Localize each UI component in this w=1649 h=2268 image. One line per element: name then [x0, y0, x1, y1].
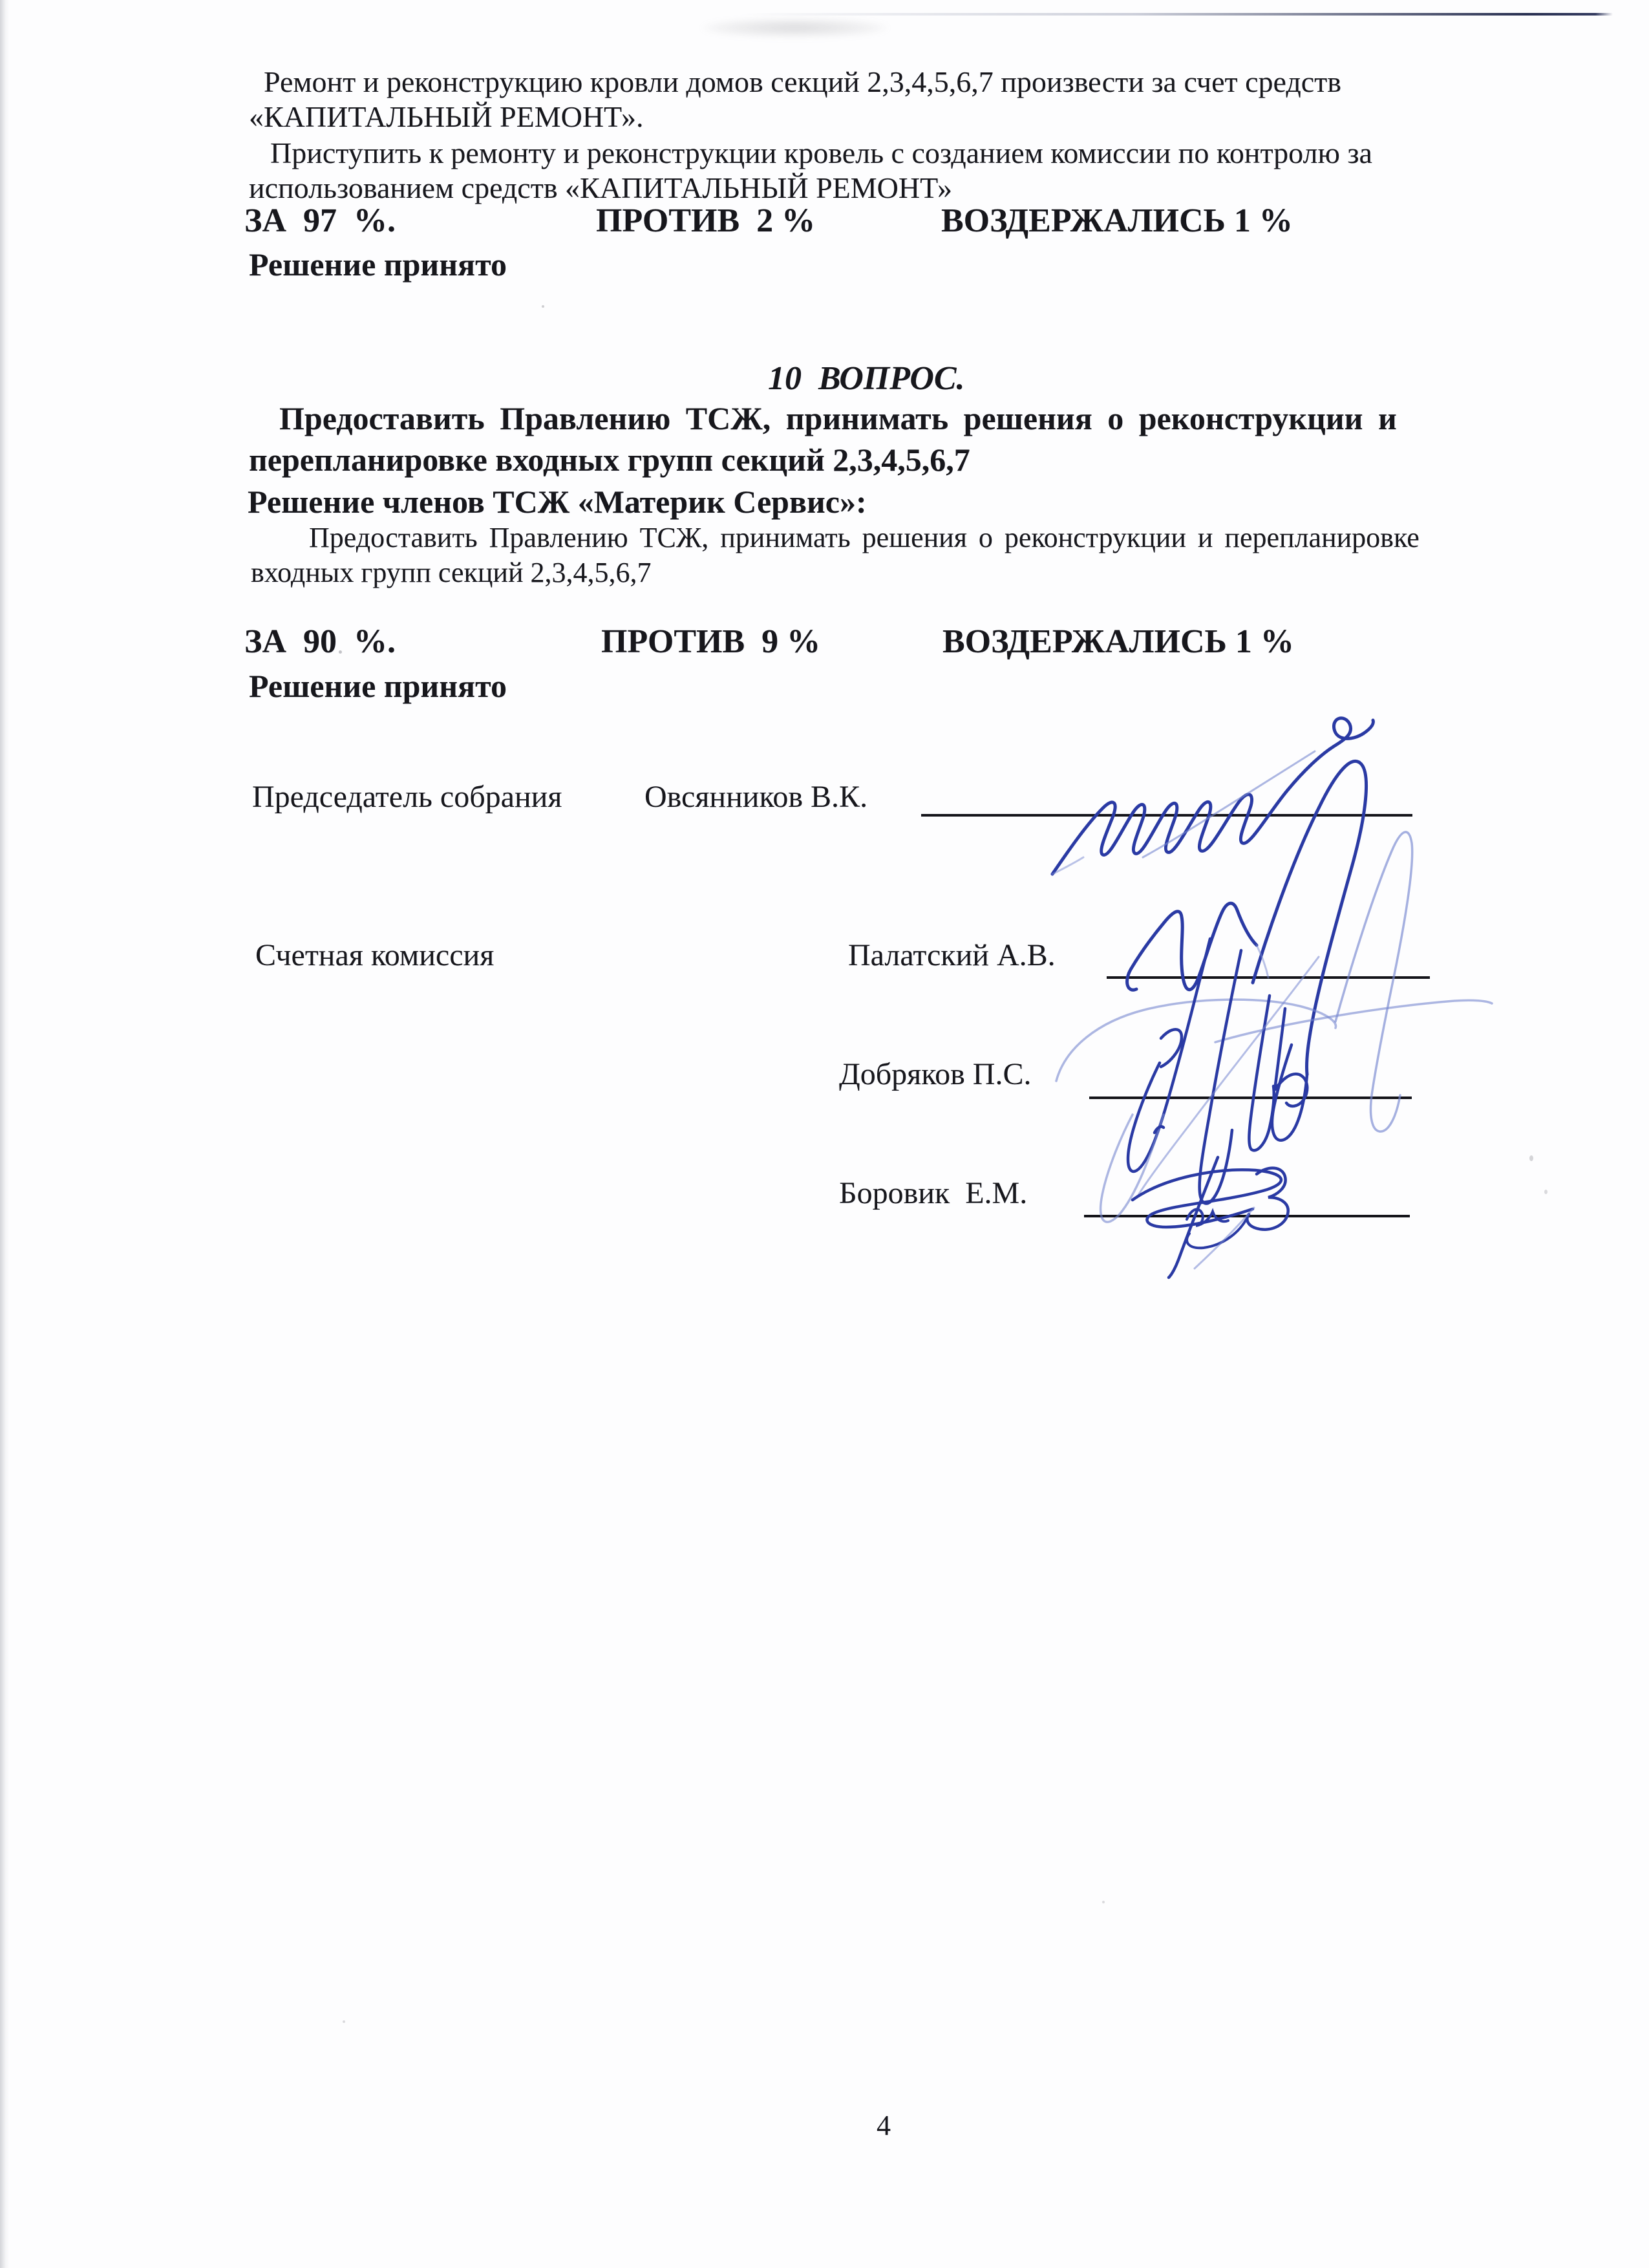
question10-decision-line-1: Предоставить Правлению ТСЖ, принимать решения о реконструкции и перепланировке	[309, 522, 1420, 553]
vote9-result: Решение принято	[249, 246, 507, 283]
chairman-label: Председатель собрания	[252, 780, 562, 814]
page-number: 4	[877, 2110, 891, 2141]
question10-decision-label: Решение членов ТСЖ «Материк Сервис»:	[248, 484, 867, 520]
question10-heading: 10 ВОПРОС.	[768, 360, 965, 397]
vote9-against: ПРОТИВ 2 %	[596, 202, 816, 239]
vote10-result: Решение принято	[249, 668, 507, 704]
signature-borovik	[1133, 1126, 1288, 1278]
vote10-abstain: ВОЗДЕРЖАЛИСЬ 1 %	[942, 623, 1294, 660]
committee-label: Счетная комиссия	[255, 938, 495, 972]
signature-dobryakov	[1056, 939, 1492, 1222]
vote9-abstain: ВОЗДЕРЖАЛИСЬ 1 %	[941, 202, 1293, 239]
question10-proposal-line-2: перепланировке входных групп секций 2,3,4,5,6,7	[249, 442, 970, 478]
resolution-commission-line-1: Приступить к ремонту и реконструкции кровель с созданием комиссии по контролю за	[270, 136, 1372, 169]
vote9-for: ЗА 97 %.	[244, 202, 396, 239]
member-name-borovik: Боровик Е.М.	[839, 1176, 1028, 1210]
resolution-roof-line-2: «КАПИТАЛЬНЫЙ РЕМОНТ».	[249, 100, 644, 133]
signature-palatsky	[1127, 761, 1412, 1140]
vote10-against: ПРОТИВ 9 %	[601, 623, 821, 660]
question10-proposal-line-1: Предоставить Правлению ТСЖ, принимать решения о реконструкции и	[279, 400, 1397, 436]
chairman-name: Овсянников В.К.	[644, 780, 868, 814]
member-name-dobryakov: Добряков П.С.	[839, 1057, 1032, 1091]
vote10-for: ЗА 90 %.	[244, 623, 396, 660]
member-name-palatsky: Палатский А.В.	[848, 938, 1056, 972]
resolution-roof-line-1: Ремонт и реконструкцию кровли домов секций 2,3,4,5,6,7 произвести за счет средств	[264, 65, 1341, 98]
question10-decision-line-2: входных групп секций 2,3,4,5,6,7	[251, 557, 652, 588]
resolution-commission-line-2: использованием средств «КАПИТАЛЬНЫЙ РЕМОНТ»	[249, 171, 953, 204]
